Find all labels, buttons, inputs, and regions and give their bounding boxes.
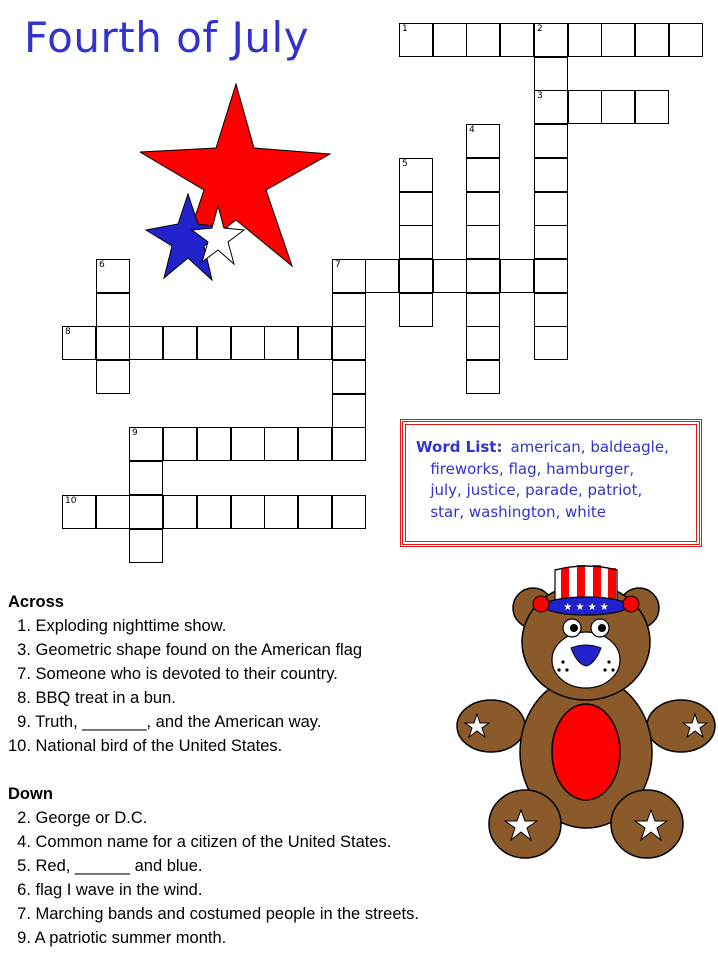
bear-left-arm [457,700,525,752]
crossword-cell[interactable] [466,158,500,192]
crossword-cell[interactable] [399,225,433,259]
crossword-cell[interactable] [534,158,568,192]
crossword-cell[interactable] [332,293,366,327]
crossword-cell[interactable] [129,427,163,461]
crossword-cell[interactable] [534,57,568,91]
crossword-cell[interactable] [399,293,433,327]
crossword-cell[interactable] [332,326,366,360]
down-clue: 7. Marching bands and costumed people in the streets. [8,905,419,923]
clue-number: 6 [99,260,105,270]
crossword-cell[interactable] [601,90,635,124]
crossword-cell[interactable] [231,326,265,360]
across-clue: 1. Exploding nighttime show. [8,617,227,635]
crossword-cell[interactable] [96,326,130,360]
clue-number: 7 [335,260,341,270]
crossword-cell[interactable] [669,23,703,57]
down-clue: 4. Common name for a citizen of the United States. [8,833,392,851]
across-clue: 8. BBQ treat in a bun. [8,689,176,707]
crossword-cell[interactable] [163,495,197,529]
crossword-cell[interactable] [466,225,500,259]
clue-number: 8 [65,327,71,337]
down-clues [8,782,419,950]
down-heading: Down [8,785,53,803]
crossword-cell[interactable] [568,23,602,57]
crossword-cell[interactable] [332,495,366,529]
page-title: Fourth of July [24,13,310,62]
crossword-cell[interactable] [534,192,568,226]
crossword-cell[interactable] [534,23,568,57]
crossword-cell[interactable] [332,394,366,428]
clue-number: 4 [469,125,475,135]
word-list-words: american, baldeagle, fireworks, flag, hamburger, july, justice, parade, patriot, star, washington, white [430,438,669,521]
clue-number: 3 [537,91,543,101]
stars-illustration [140,82,340,292]
crossword-cell[interactable] [264,427,298,461]
crossword-cell[interactable] [601,23,635,57]
crossword-cell[interactable] [365,259,399,293]
crossword-cell[interactable] [96,495,130,529]
crossword-cell[interactable] [264,326,298,360]
crossword-cell[interactable] [62,495,96,529]
crossword-cell[interactable] [129,461,163,495]
crossword-cell[interactable] [129,495,163,529]
crossword-cell[interactable] [500,23,534,57]
down-clue: 9. A patriotic summer month. [8,929,227,947]
crossword-cell[interactable] [96,293,130,327]
crossword-cell[interactable] [197,495,231,529]
crossword-cell[interactable] [534,293,568,327]
crossword-cell[interactable] [197,326,231,360]
across-clue: 10. National bird of the United States. [8,737,283,755]
crossword-cell[interactable] [568,90,602,124]
clue-number: 1 [402,24,408,34]
across-clue: 9. Truth, _______, and the American way. [8,713,322,731]
across-heading: Across [8,593,64,611]
crossword-cell[interactable] [163,427,197,461]
down-clue: 5. Red, ______ and blue. [8,857,203,875]
crossword-cell[interactable] [163,326,197,360]
crossword-cell[interactable] [466,124,500,158]
crossword-cell[interactable] [298,326,332,360]
crossword-cell[interactable] [96,259,130,293]
crossword-cell[interactable] [399,23,433,57]
down-clue: 6. flag I wave in the wind. [8,881,203,899]
word-list-title: Word List: [416,438,503,456]
down-clue: 2. George or D.C. [8,809,148,827]
crossword-cell[interactable] [466,192,500,226]
crossword-cell[interactable] [197,427,231,461]
crossword-cell[interactable] [62,326,96,360]
crossword-cell[interactable] [332,427,366,461]
crossword-cell[interactable] [298,427,332,461]
patriotic-bear-illustration [455,562,717,862]
across-clue: 7. Someone who is devoted to their country. [8,665,338,683]
word-list-box [400,419,702,547]
crossword-cell[interactable] [298,495,332,529]
crossword-cell[interactable] [129,529,163,563]
crossword-cell[interactable] [231,495,265,529]
clue-number: 2 [537,24,543,34]
crossword-cell[interactable] [129,326,163,360]
crossword-cell[interactable] [635,90,669,124]
bear-belly [552,704,620,800]
crossword-cell[interactable] [466,360,500,394]
crossword-cell[interactable] [534,225,568,259]
crossword-cell[interactable] [534,124,568,158]
crossword-cell[interactable] [433,23,467,57]
crossword-cell[interactable] [466,293,500,327]
crossword-cell[interactable] [264,495,298,529]
clue-number: 5 [402,159,408,169]
clue-number: 9 [132,428,138,438]
across-clue: 3. Geometric shape found on the American flag [8,641,363,659]
crossword-cell[interactable] [399,158,433,192]
crossword-cell[interactable] [96,360,130,394]
across-clues [8,590,362,758]
crossword-cell[interactable] [466,326,500,360]
uncle-sam-hat [533,565,639,615]
crossword-cell[interactable] [399,192,433,226]
crossword-cell[interactable] [466,259,500,293]
svg-text:★ ★ ★ ★: ★ ★ ★ ★ [563,602,609,613]
crossword-cell[interactable] [500,259,534,293]
crossword-cell[interactable] [466,23,500,57]
crossword-cell[interactable] [635,23,669,57]
crossword-cell[interactable] [433,259,467,293]
crossword-cell[interactable] [534,326,568,360]
crossword-cell[interactable] [534,90,568,124]
bear-right-arm [647,700,715,752]
crossword-cell[interactable] [332,360,366,394]
crossword-cell[interactable] [399,259,433,293]
clue-number: 10 [65,496,77,506]
crossword-cell[interactable] [231,427,265,461]
crossword-cell[interactable] [534,259,568,293]
